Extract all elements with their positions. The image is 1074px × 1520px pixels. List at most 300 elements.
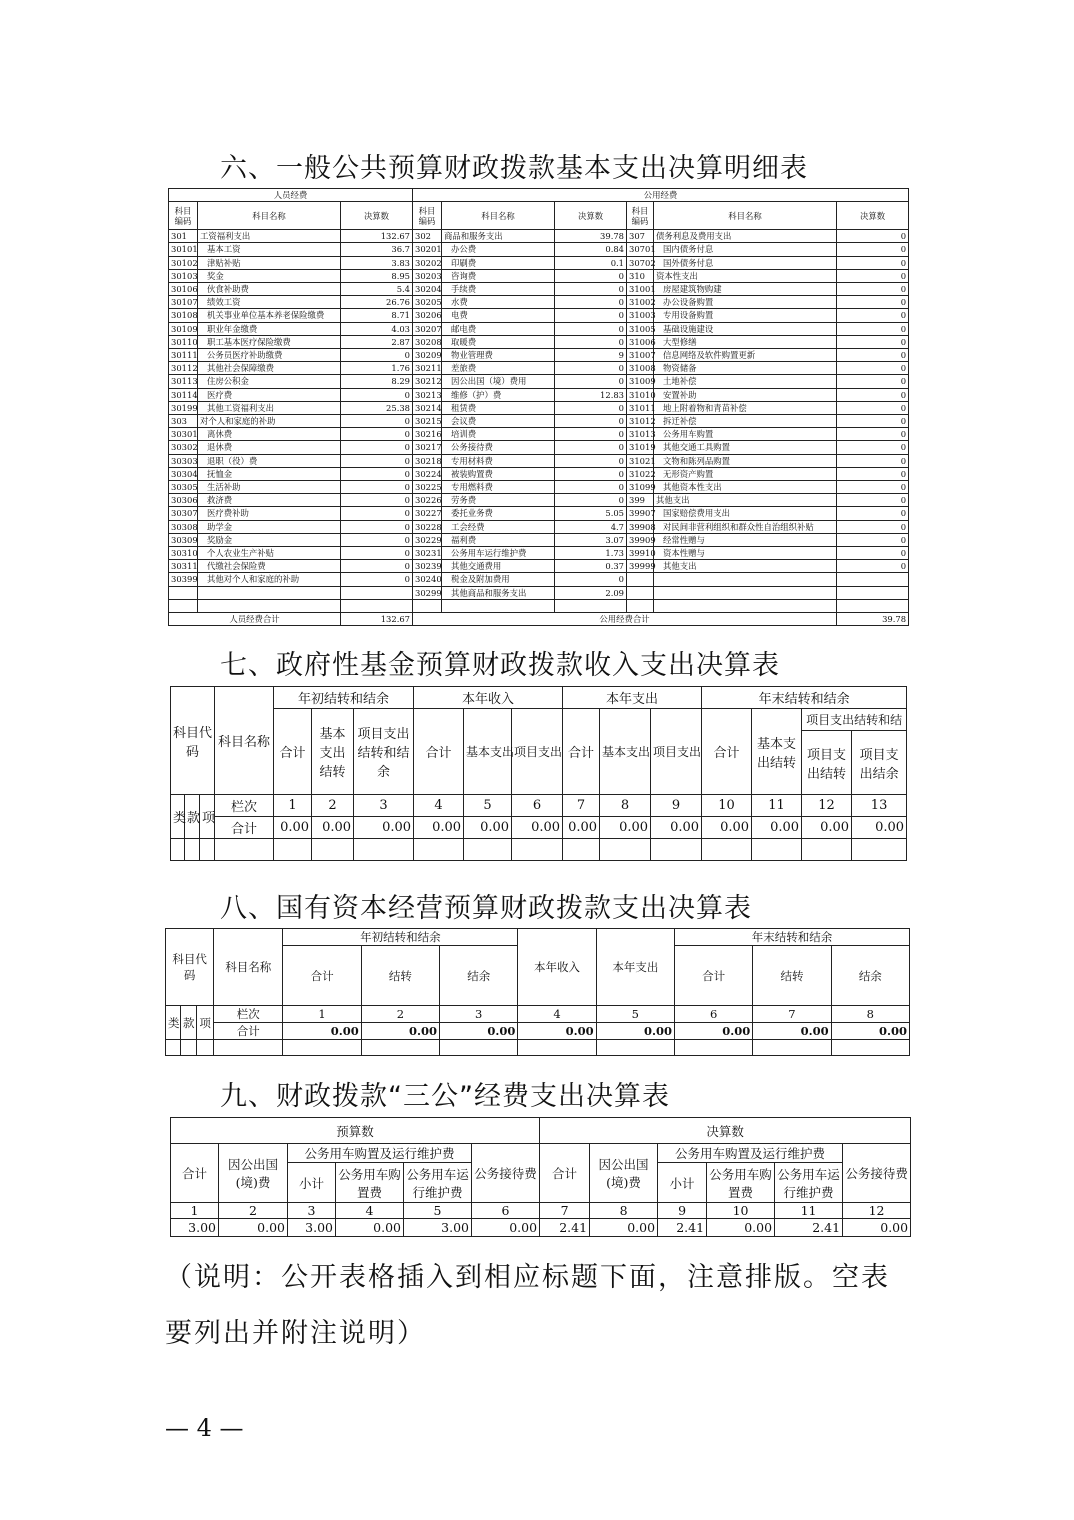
name-cell: 助学金 xyxy=(198,520,341,533)
code-header: 科目代码 xyxy=(166,929,214,1006)
code-cell: 30106 xyxy=(169,283,198,296)
budget-group-header: 预算数 xyxy=(171,1118,540,1144)
name-cell: 奖金 xyxy=(198,269,341,282)
code-cell: 310 xyxy=(627,269,654,282)
name-cell: 机关事业单位基本养老保险缴费 xyxy=(198,309,341,322)
name-cell: 劳务费 xyxy=(442,494,555,507)
code-cell: 30240 xyxy=(413,573,442,586)
final-operate-header: 公务用车运行维护费 xyxy=(775,1163,843,1203)
column-number: 9 xyxy=(651,795,702,817)
code-cell: 31003 xyxy=(627,309,654,322)
code-cell: 30310 xyxy=(169,547,198,560)
name-cell: 对民间非营利组织和群众性自治组织补贴 xyxy=(654,520,837,533)
code-cell xyxy=(413,599,442,612)
code-cell: 30239 xyxy=(413,560,442,573)
name-cell: 资本性支出 xyxy=(654,269,837,282)
value-cell: 2.41 xyxy=(775,1219,843,1237)
code-cell: 39908 xyxy=(627,520,654,533)
name-cell: 资本性赠与 xyxy=(654,547,837,560)
begin-group-header: 年初结转和结余 xyxy=(283,929,518,946)
name-cell: 公务员医疗补助缴费 xyxy=(198,349,341,362)
amount-cell: 4.03 xyxy=(341,322,413,335)
name-cell: 其他支出 xyxy=(654,560,837,573)
name-cell: 咨询费 xyxy=(442,269,555,282)
total-cell: 0.00 xyxy=(702,817,752,839)
total-cell: 0.00 xyxy=(563,817,600,839)
code-cell xyxy=(627,599,654,612)
amount-cell: 0 xyxy=(555,481,627,494)
name-cell: 退休费 xyxy=(198,441,341,454)
code-cell: 30208 xyxy=(413,335,442,348)
amount-cell: 0 xyxy=(837,322,909,335)
amount-cell: 0 xyxy=(341,467,413,480)
end-total-header: 合计 xyxy=(675,946,753,1006)
name-cell: 公务用车运行维护费 xyxy=(442,547,555,560)
name-cell: 邮电费 xyxy=(442,322,555,335)
final-reception-header: 公务接待费 xyxy=(843,1144,911,1203)
total-cell: 0.00 xyxy=(312,817,354,839)
table-row xyxy=(169,269,909,282)
amount-header: 决算数 xyxy=(341,202,413,230)
table-row xyxy=(169,283,909,296)
amount-cell: 0 xyxy=(837,507,909,520)
code-cell: 31009 xyxy=(627,375,654,388)
final-total-header: 合计 xyxy=(540,1144,590,1203)
name-cell: 基本工资 xyxy=(198,243,341,256)
amount-header: 决算数 xyxy=(837,202,909,230)
code-cell: 39910 xyxy=(627,547,654,560)
name-cell: 土地补偿 xyxy=(654,375,837,388)
code-cell: 30217 xyxy=(413,441,442,454)
code-header: 科目编码 xyxy=(169,202,198,230)
name-cell: 退职（役）费 xyxy=(198,454,341,467)
name-cell: 抚恤金 xyxy=(198,467,341,480)
code-cell: 30301 xyxy=(169,428,198,441)
code-cell: 30214 xyxy=(413,401,442,414)
amount-cell: 3.83 xyxy=(341,256,413,269)
code-cell: 30203 xyxy=(413,269,442,282)
total-cell: 0.00 xyxy=(361,1023,439,1040)
column-number: 1 xyxy=(283,1006,361,1023)
name-cell: 离休费 xyxy=(198,428,341,441)
amount-cell: 0 xyxy=(341,481,413,494)
amount-cell: 0 xyxy=(555,335,627,348)
amount-cell: 0 xyxy=(837,494,909,507)
amount-cell: 4.7 xyxy=(555,520,627,533)
code-cell: 31002 xyxy=(627,296,654,309)
total-cell: 0.00 xyxy=(852,817,907,839)
amount-cell xyxy=(341,586,413,599)
table-row xyxy=(169,362,909,375)
budget-reception-header: 公务接待费 xyxy=(472,1144,540,1203)
amount-cell: 0 xyxy=(341,494,413,507)
name-cell: 培训费 xyxy=(442,428,555,441)
amount-header: 决算数 xyxy=(555,202,627,230)
explanatory-note: （说明：公开表格插入到相应标题下面，注意排版。空表要列出并附注说明） xyxy=(165,1262,890,1349)
name-cell: 无形资产购置 xyxy=(654,467,837,480)
code-cell: 307 xyxy=(627,230,654,243)
column-number: 7 xyxy=(753,1006,831,1023)
table-row xyxy=(169,256,909,269)
table-row xyxy=(169,573,909,586)
code-cell: 30311 xyxy=(169,560,198,573)
amount-cell: 0 xyxy=(837,467,909,480)
expense-header: 本年支出 xyxy=(596,929,674,1006)
name-cell: 专用材料费 xyxy=(442,454,555,467)
code-cell: 30107 xyxy=(169,296,198,309)
amount-cell: 0 xyxy=(837,401,909,414)
code-cell: 30213 xyxy=(413,388,442,401)
amount-cell: 0 xyxy=(555,283,627,296)
column-number: 4 xyxy=(518,1006,596,1023)
amount-cell: 1.73 xyxy=(555,547,627,560)
amount-cell: 0 xyxy=(341,560,413,573)
code-cell: 301 xyxy=(169,230,198,243)
expense-basic-header: 基本支出 xyxy=(600,709,651,795)
total-cell: 0.00 xyxy=(752,817,802,839)
expense-group-header: 本年支出 xyxy=(563,687,702,709)
column-number: 9 xyxy=(658,1203,707,1219)
code-cell: 30212 xyxy=(413,375,442,388)
amount-cell: 0 xyxy=(837,243,909,256)
name-cell: 地上附着物和青苗补偿 xyxy=(654,401,837,414)
total-cell: 0.00 xyxy=(274,817,312,839)
end-group-header: 年末结转和结余 xyxy=(702,687,907,709)
table-row xyxy=(169,296,909,309)
end-total-header: 合计 xyxy=(702,709,752,795)
name-cell xyxy=(654,573,837,586)
name-header: 科目名称 xyxy=(442,202,555,230)
code-cell: 30102 xyxy=(169,256,198,269)
code-cell: 30103 xyxy=(169,269,198,282)
total-cell: 0.00 xyxy=(512,817,563,839)
final-purchase-header: 公务用车购置费 xyxy=(707,1163,775,1203)
value-cell: 3.00 xyxy=(288,1219,336,1237)
code-cell: 30113 xyxy=(169,375,198,388)
amount-cell: 12.83 xyxy=(555,388,627,401)
name-cell: 住房公积金 xyxy=(198,375,341,388)
amount-cell: 0 xyxy=(837,335,909,348)
code-cell: 30112 xyxy=(169,362,198,375)
code-cell: 30199 xyxy=(169,401,198,414)
table-row xyxy=(169,230,909,243)
code-cell: 31007 xyxy=(627,349,654,362)
amount-cell: 5.4 xyxy=(341,283,413,296)
three-public-expenses-table xyxy=(170,1117,911,1237)
name-cell: 房屋建筑物购建 xyxy=(654,283,837,296)
personnel-group-header: 人员经费 xyxy=(169,189,413,202)
code-cell: 30205 xyxy=(413,296,442,309)
begin-balance-header: 结余 xyxy=(440,946,518,1006)
code-cell: 30101 xyxy=(169,243,198,256)
code-cell: 30231 xyxy=(413,547,442,560)
income-basic-header: 基本支出 xyxy=(464,709,512,795)
code-cell: 30202 xyxy=(413,256,442,269)
name-cell: 维修（护）费 xyxy=(442,388,555,401)
column-number: 6 xyxy=(472,1203,540,1219)
amount-cell: 8.71 xyxy=(341,309,413,322)
column-number: 12 xyxy=(843,1203,911,1219)
value-cell: 0.00 xyxy=(472,1219,540,1237)
code-cell: 31099 xyxy=(627,481,654,494)
name-cell: 手续费 xyxy=(442,283,555,296)
column-number: 7 xyxy=(540,1203,590,1219)
column-number: 3 xyxy=(288,1203,336,1219)
name-cell: 代缴社会保险费 xyxy=(198,560,341,573)
name-cell: 公务接待费 xyxy=(442,441,555,454)
table-row xyxy=(169,441,909,454)
column-number: 8 xyxy=(831,1006,909,1023)
table-row xyxy=(169,533,909,546)
amount-cell: 0 xyxy=(341,441,413,454)
table-row xyxy=(169,243,909,256)
name-cell: 被装购置费 xyxy=(442,467,555,480)
code-cell: 30306 xyxy=(169,494,198,507)
amount-cell: 0 xyxy=(555,375,627,388)
value-cell: 0.00 xyxy=(336,1219,404,1237)
end-balance-header: 结余 xyxy=(831,946,909,1006)
code-cell: 30226 xyxy=(413,494,442,507)
table-row xyxy=(169,599,909,612)
page-number: — 4 — xyxy=(165,1414,244,1442)
code-cell: 31021 xyxy=(627,454,654,467)
amount-cell: 0 xyxy=(555,401,627,414)
section6-title: 六、一般公共预算财政拨款基本支出决算明细表 xyxy=(220,153,808,184)
total-cell: 0.00 xyxy=(414,817,464,839)
amount-cell: 0 xyxy=(341,573,413,586)
value-cell: 0.00 xyxy=(219,1219,288,1237)
name-cell: 基础设施建设 xyxy=(654,322,837,335)
name-cell: 其他资本性支出 xyxy=(654,481,837,494)
name-cell: 办公设备购置 xyxy=(654,296,837,309)
amount-cell: 0 xyxy=(555,415,627,428)
end-carry-header: 结转 xyxy=(753,946,831,1006)
value-cell: 2.41 xyxy=(658,1219,707,1237)
table-row xyxy=(169,428,909,441)
name-cell: 其他工资福利支出 xyxy=(198,401,341,414)
table-row xyxy=(169,494,909,507)
amount-cell: 0 xyxy=(837,256,909,269)
expense-total-header: 合计 xyxy=(563,709,600,795)
name-header: 科目名称 xyxy=(654,202,837,230)
final-subtotal-header: 小计 xyxy=(658,1163,707,1203)
amount-cell: 0 xyxy=(555,454,627,467)
amount-cell: 0 xyxy=(341,428,413,441)
public-total-label: 公用经费合计 xyxy=(413,613,837,626)
name-cell: 生活补助 xyxy=(198,481,341,494)
code-cell: 31022 xyxy=(627,467,654,480)
amount-cell: 0 xyxy=(341,547,413,560)
code-cell: 30218 xyxy=(413,454,442,467)
column-number: 2 xyxy=(219,1203,288,1219)
total-label: 合计 xyxy=(214,1023,283,1040)
code-cell: 31001 xyxy=(627,283,654,296)
total-cell: 0.00 xyxy=(283,1023,361,1040)
name-cell: 奖励金 xyxy=(198,533,341,546)
name-cell xyxy=(442,599,555,612)
amount-cell: 0 xyxy=(837,296,909,309)
amount-cell: 0 xyxy=(555,322,627,335)
lei-header: 类 xyxy=(171,795,185,839)
expense-project-header: 项目支出 xyxy=(651,709,702,795)
code-cell: 30308 xyxy=(169,520,198,533)
final-group-header: 决算数 xyxy=(540,1118,911,1144)
column-number: 1 xyxy=(274,795,312,817)
begin-basic-header: 基本支出结转 xyxy=(312,709,354,795)
column-number: 12 xyxy=(802,795,852,817)
column-number: 8 xyxy=(590,1203,658,1219)
name-cell: 债务利息及费用支出 xyxy=(654,230,837,243)
gov-fund-table xyxy=(170,686,907,861)
begin-group-header: 年初结转和结余 xyxy=(274,687,414,709)
name-cell xyxy=(654,586,837,599)
name-cell: 会议费 xyxy=(442,415,555,428)
total-cell: 0.00 xyxy=(802,817,852,839)
name-cell: 差旅费 xyxy=(442,362,555,375)
amount-cell: 0 xyxy=(555,467,627,480)
amount-cell: 0 xyxy=(341,454,413,467)
name-cell: 拆迁补偿 xyxy=(654,415,837,428)
income-project-header: 项目支出 xyxy=(512,709,563,795)
value-cell: 0.00 xyxy=(707,1219,775,1237)
name-cell: 办公费 xyxy=(442,243,555,256)
code-cell: 39909 xyxy=(627,533,654,546)
total-label: 合计 xyxy=(215,817,274,839)
name-cell: 其他对个人和家庭的补助 xyxy=(198,573,341,586)
code-cell: 30304 xyxy=(169,467,198,480)
total-cell: 0.00 xyxy=(464,817,512,839)
amount-cell: 0 xyxy=(837,428,909,441)
column-number: 3 xyxy=(354,795,414,817)
name-cell: 职工基本医疗保险缴费 xyxy=(198,335,341,348)
name-cell: 公务用车购置 xyxy=(654,428,837,441)
amount-cell: 0 xyxy=(555,573,627,586)
name-header: 科目名称 xyxy=(214,929,283,1006)
code-cell: 399 xyxy=(627,494,654,507)
lanci-label: 栏次 xyxy=(214,1006,283,1023)
code-cell: 31019 xyxy=(627,441,654,454)
code-cell: 30114 xyxy=(169,388,198,401)
kuan-header: 款 xyxy=(185,795,200,839)
budget-operate-header: 公务用车运行维护费 xyxy=(404,1163,472,1203)
end-project-carry-header: 项目支出结转 xyxy=(802,731,852,795)
code-header: 科目编码 xyxy=(413,202,442,230)
column-number: 5 xyxy=(596,1006,674,1023)
code-cell: 302 xyxy=(413,230,442,243)
amount-cell xyxy=(837,573,909,586)
column-number: 4 xyxy=(336,1203,404,1219)
amount-cell: 1.76 xyxy=(341,362,413,375)
name-cell: 国外债务付息 xyxy=(654,256,837,269)
budget-subtotal-header: 小计 xyxy=(288,1163,336,1203)
name-cell: 委托业务费 xyxy=(442,507,555,520)
code-cell: 30701 xyxy=(627,243,654,256)
name-cell: 水费 xyxy=(442,296,555,309)
name-cell: 商品和服务支出 xyxy=(442,230,555,243)
amount-cell: 0.1 xyxy=(555,256,627,269)
amount-cell: 0 xyxy=(555,309,627,322)
value-cell: 3.00 xyxy=(171,1219,219,1237)
name-cell: 职业年金缴费 xyxy=(198,322,341,335)
name-cell: 租赁费 xyxy=(442,401,555,414)
column-number: 2 xyxy=(361,1006,439,1023)
code-cell: 30209 xyxy=(413,349,442,362)
income-group-header: 本年收入 xyxy=(414,687,563,709)
code-cell: 31008 xyxy=(627,362,654,375)
final-abroad-header: 因公出国(境)费 xyxy=(590,1144,658,1203)
code-cell: 30305 xyxy=(169,481,198,494)
amount-cell: 25.38 xyxy=(341,401,413,414)
amount-cell: 26.76 xyxy=(341,296,413,309)
code-header: 科目编码 xyxy=(627,202,654,230)
code-cell: 30303 xyxy=(169,454,198,467)
personnel-total-value: 132.67 xyxy=(341,613,413,626)
amount-cell: 0 xyxy=(837,520,909,533)
table-row xyxy=(169,349,909,362)
section7-title: 七、政府性基金预算财政拨款收入支出决算表 xyxy=(220,650,780,681)
name-cell: 工资福利支出 xyxy=(198,230,341,243)
amount-cell: 0 xyxy=(555,296,627,309)
personnel-total-label: 人员经费合计 xyxy=(169,613,341,626)
name-cell: 税金及附加费用 xyxy=(442,573,555,586)
column-number: 13 xyxy=(852,795,907,817)
name-cell: 物业管理费 xyxy=(442,349,555,362)
code-cell: 30201 xyxy=(413,243,442,256)
code-cell: 303 xyxy=(169,415,198,428)
name-cell: 伙食补助费 xyxy=(198,283,341,296)
code-cell: 31013 xyxy=(627,428,654,441)
amount-cell: 0 xyxy=(837,415,909,428)
code-cell: 30215 xyxy=(413,415,442,428)
basic-expenditure-detail-table xyxy=(168,188,909,626)
value-cell: 3.00 xyxy=(404,1219,472,1237)
code-header: 科目代码 xyxy=(171,687,215,795)
column-number: 10 xyxy=(707,1203,775,1219)
name-cell: 专用设备购置 xyxy=(654,309,837,322)
amount-cell: 5.05 xyxy=(555,507,627,520)
column-number: 2 xyxy=(312,795,354,817)
table-row xyxy=(169,388,909,401)
amount-cell: 0 xyxy=(341,507,413,520)
name-cell: 专用燃料费 xyxy=(442,481,555,494)
column-number: 8 xyxy=(600,795,651,817)
amount-cell: 8.29 xyxy=(341,375,413,388)
table-row xyxy=(169,481,909,494)
begin-total-header: 合计 xyxy=(283,946,361,1006)
code-cell: 30110 xyxy=(169,335,198,348)
name-cell: 救济费 xyxy=(198,494,341,507)
amount-cell: 0.37 xyxy=(555,560,627,573)
table-row xyxy=(169,375,909,388)
amount-cell: 0 xyxy=(341,533,413,546)
total-cell: 0.00 xyxy=(600,817,651,839)
name-header: 科目名称 xyxy=(215,687,274,795)
code-cell: 30227 xyxy=(413,507,442,520)
code-cell: 30229 xyxy=(413,533,442,546)
code-cell xyxy=(169,599,198,612)
name-cell: 绩效工资 xyxy=(198,296,341,309)
name-cell: 安置补助 xyxy=(654,388,837,401)
amount-cell xyxy=(341,599,413,612)
name-cell: 取暖费 xyxy=(442,335,555,348)
table-row xyxy=(169,507,909,520)
code-cell: 30702 xyxy=(627,256,654,269)
table-row xyxy=(169,401,909,414)
name-cell: 津贴补贴 xyxy=(198,256,341,269)
column-number: 7 xyxy=(563,795,600,817)
section9-title: 九、财政拨款“三公”经费支出决算表 xyxy=(220,1081,670,1112)
code-cell: 30211 xyxy=(413,362,442,375)
